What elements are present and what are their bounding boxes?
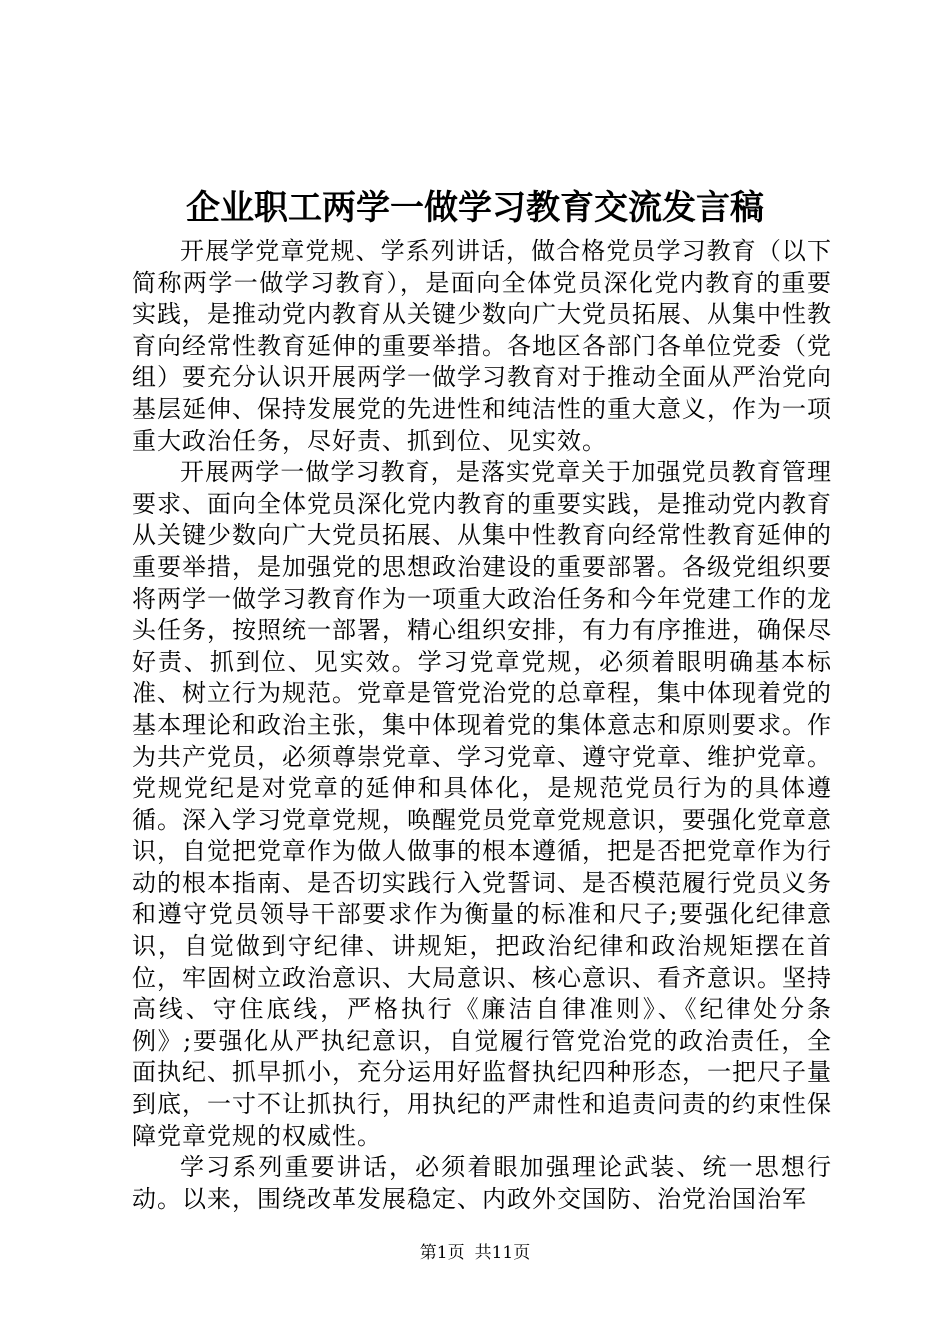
document-title: 企业职工两学一做学习教育交流发言稿 — [186, 188, 764, 228]
paragraph-3: 学习系列重要讲话，必须着眼加强理论武装、统一思想行动。以来，围绕改革发展稳定、内政外交国防、治党治国治军 — [132, 1153, 832, 1213]
paragraph-2: 开展两学一做学习教育，是落实党章关于加强党员教育管理要求、面向全体党员深化党内教育的重要实践，是推动党内教育从关键少数向广大党员拓展、从集中性教育向经常性教育延伸的重要举措，是加强党的思想政治建设的重要部署。各级党组织要将两学一做学习教育作为一项重大政治任务和今年党建工作的龙头任务，按照统一部署，精心组织安排，有力有序推进，确保尽好责、抓到位、见实效。学习党章党规，必须着眼明确基本标准、树立行为规范。党章是管党治党的总章程，集中体现着党的基本理论和政治主张，集中体现着党的集体意志和原则要求。作为共产党员，必须尊崇党章、学习党章、遵守党章、维护党章。党规党纪是对党章的延伸和具体化，是规范党员行为的具体遵循。深入学习党章党规，唤醒党员党章党规意识，要强化党章意识，自觉把党章作为做人做事的根本遵循，把是否把党章作为行动的根本指南、是否切实践行入党誓词、是否模范履行党员义务和遵守党员领导干部要求作为衡量的标准和尺子;要强化纪律意识，自觉做到守纪律、讲规矩，把政治纪律和政治规矩摆在首位，牢固树立政治意识、大局意识、核心意识、看齐意识。坚持高线、守住底线，严格执行《廉洁自律准则》、《纪律处分条例》;要强化从严执纪意识，自觉履行管党治党的政治责任，全面执纪、抓早抓小，充分运用好监督执纪四种形态，一把尺子量到底，一寸不让抓执行，用执纪的严肃性和追责问责的约束性保障党章党规的权威性。 — [132, 458, 832, 1150]
document-body — [132, 236, 832, 1215]
page-number: 第1页 — [419, 1243, 465, 1263]
page-footer — [0, 1240, 950, 1266]
paragraph-1: 开展学党章党规、学系列讲话，做合格党员学习教育（以下简称两学一做学习教育），是面向全体党员深化党内教育的重要实践，是推动党内教育从关键少数向广大党员拓展、从集中性教育向经常性教育延伸的重要举措。各地区各部门各单位党委（党组）要充分认识开展两学一做学习教育对于推动全面从严治党向基层延伸、保持发展党的先进性和纯洁性的重大意义，作为一项重大政治任务，尽好责、抓到位、见实效。 — [132, 237, 832, 455]
page-total: 共11页 — [474, 1243, 531, 1263]
